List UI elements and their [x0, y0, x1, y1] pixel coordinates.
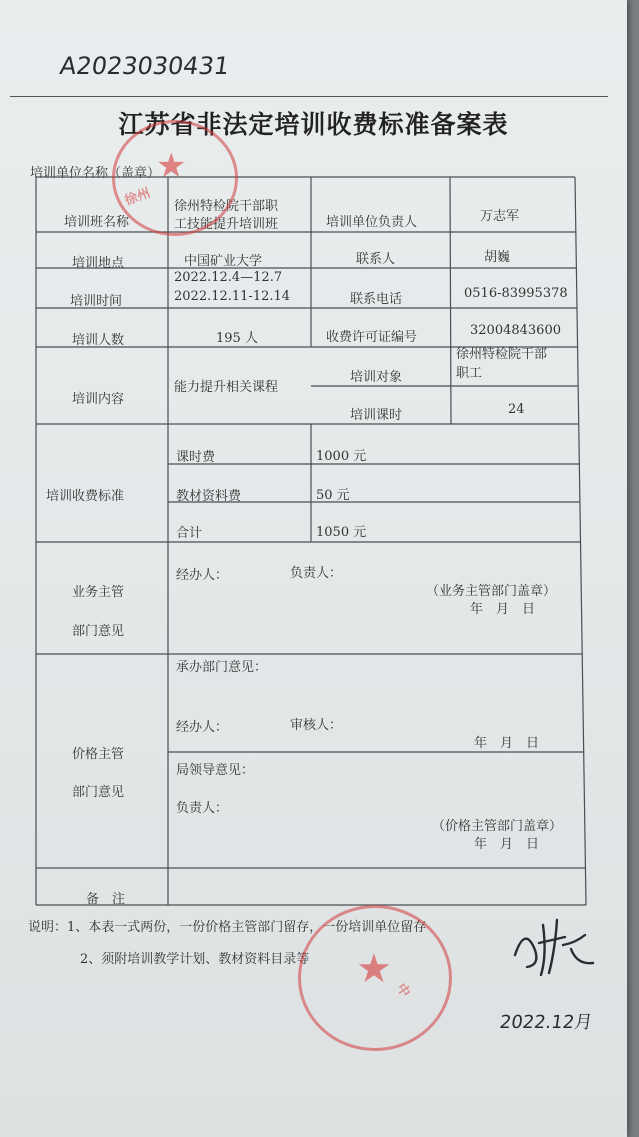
time-value-line2: 2022.12.11-12.14: [174, 289, 291, 304]
manager-label: 培训单位负责人: [326, 215, 418, 230]
contact-value: 胡巍: [484, 250, 511, 265]
manager-value: 万志军: [480, 209, 520, 224]
price-responsible-label: 负责人：: [176, 801, 229, 816]
count-value: 195 人: [216, 331, 258, 346]
biz-handler-label: 经办人：: [176, 568, 229, 583]
content-value: 能力提升相关课程: [174, 380, 279, 395]
biz-label-line2: 部门意见: [72, 624, 125, 639]
class-name-value-line2: 工技能提升培训班: [174, 217, 279, 232]
biz-label-line1: 业务主管: [72, 585, 125, 600]
form-title: 江苏省非法定培训收费标准备案表: [118, 110, 509, 139]
license-label: 收费许可证编号: [326, 330, 418, 345]
biz-responsible-label: 负责人：: [290, 566, 343, 581]
price-dept-opinion-label: 承办部门意见：: [176, 660, 268, 675]
price-leader-opinion-label: 局领导意见：: [176, 763, 255, 778]
fee-item-value: 1000 元: [316, 449, 367, 464]
biz-stamp-label: （业务主管部门盖章）: [426, 584, 557, 599]
fee-label: 培训收费标准: [46, 489, 125, 504]
fee-item-label: 合计: [176, 526, 203, 541]
class-name-label: 培训班名称: [64, 215, 130, 230]
handwritten-signature: [505, 905, 600, 985]
dept-seal-lettering: 中: [392, 981, 413, 1001]
target-value-line1: 徐州特检院干部: [456, 347, 548, 362]
price-handler-label: 经办人：: [176, 720, 229, 735]
location-label: 培训地点: [72, 256, 125, 271]
contact-label: 联系人: [356, 252, 396, 267]
price-label-line1: 价格主管: [72, 747, 125, 762]
note-line1: 说明：1、本表一式两份，一份价格主管部门留存，一份培训单位留存: [28, 920, 427, 935]
time-value-line1: 2022.12.4—12.7: [174, 270, 283, 285]
fee-item-value: 1050 元: [316, 525, 367, 540]
fee-item-label: 教材资料费: [176, 489, 242, 504]
unit-seal-lettering: 徐州: [122, 185, 153, 209]
price-stamp-label: （价格主管部门盖章）: [432, 819, 563, 834]
class-name-value-line1: 徐州特检院干部职: [174, 199, 279, 214]
remarks-label: 备 注: [86, 892, 126, 907]
target-value-line2: 职工: [456, 366, 483, 381]
fee-item-label: 课时费: [176, 450, 216, 465]
time-label: 培训时间: [70, 294, 123, 309]
hours-label: 培训课时: [350, 408, 403, 423]
phone-value: 0516-83995378: [464, 286, 568, 301]
price-reviewer-label: 审核人：: [290, 718, 343, 733]
content-label: 培训内容: [72, 392, 125, 407]
price-date-label: 年 月 日: [474, 736, 540, 751]
biz-date-label: 年 月 日: [470, 602, 536, 617]
hours-value: 24: [508, 402, 525, 417]
handwritten-code: A2023030431: [58, 52, 232, 80]
note-line2: 2、须附培训教学计划、教材资料目录等: [80, 952, 310, 967]
unit-seal-star-icon: ★: [156, 146, 187, 186]
dept-seal-star-icon: ★: [356, 946, 392, 992]
location-value: 中国矿业大学: [184, 254, 263, 269]
fee-item-value: 50 元: [316, 488, 350, 503]
price-label-line2: 部门意见: [72, 785, 125, 800]
phone-label: 联系电话: [350, 292, 403, 307]
license-value: 32004843600: [470, 323, 561, 338]
price-date-label: 年 月 日: [474, 837, 540, 852]
unit-name-label: 培训单位名称（盖章）: [30, 166, 161, 181]
count-label: 培训人数: [72, 333, 125, 348]
handwritten-date: 2022.12月: [498, 1012, 594, 1033]
target-label: 培训对象: [350, 370, 403, 385]
